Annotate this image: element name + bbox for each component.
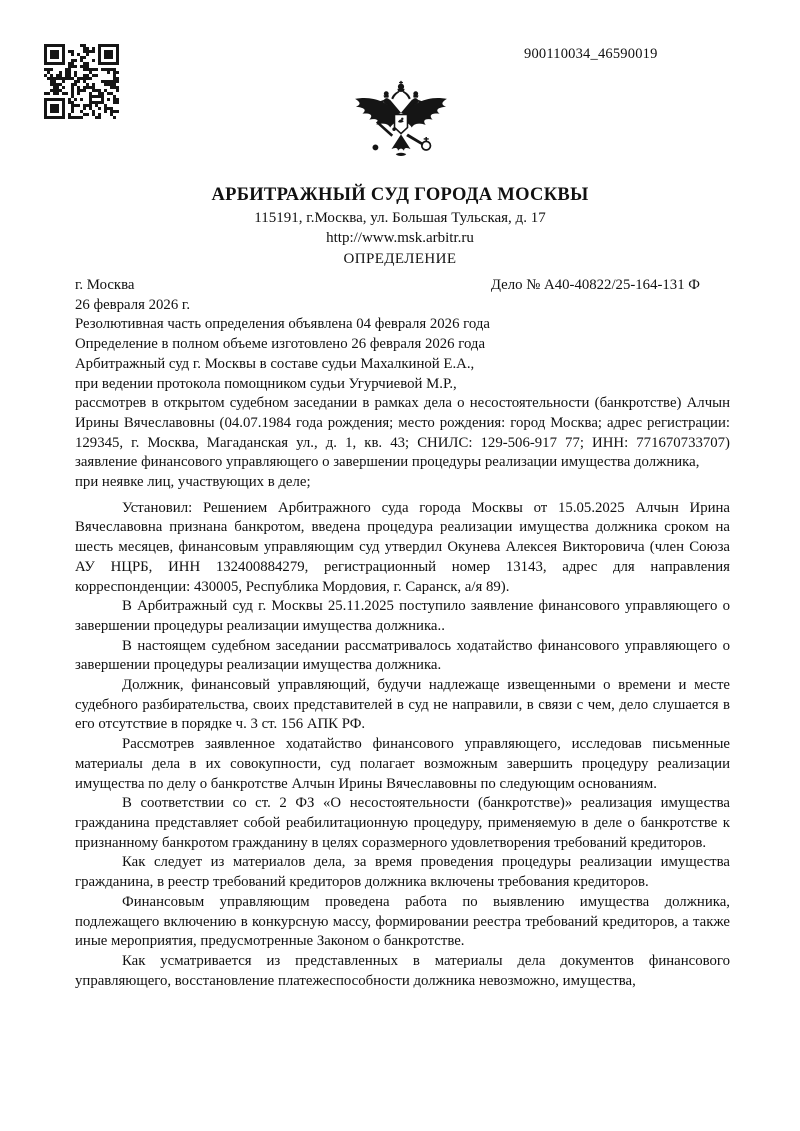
qr-code-pattern [44,44,119,119]
body-paragraph: Как следует из материалов дела, за время проведения процедуры реализации имущества гражданина, в реестр требований кредиторов должника включены требования кредиторов. [75,854,730,891]
body-paragraph: Как усматривается из представленных в материалы дела документов финансового управляющего, восстановление платежеспособности должника невозможно, имущества, [75,952,730,989]
coat-of-arms-emblem [349,79,453,176]
case-line [75,276,730,296]
court-name: АРБИТРАЖНЫЙ СУД ГОРОДА МОСКВЫ [211,185,589,205]
document-header [70,185,730,269]
qr-code [44,44,119,119]
court-website: http://www.msk.arbitr.ru [326,230,474,246]
intro-block [75,315,730,394]
date-line: 26 февраля 2026 г. [75,296,191,313]
case-number: Дело № А40-40822/25-164-131 Ф [490,277,700,293]
body-paragraph: В соответствии со ст. 2 ФЗ «О несостоятельности (банкротстве)» реализация имущества гражданина представляет собой реабилитационную процедуру, применяемую в деле о банкротстве к признанному банкротом гражданину в целях соразмерного удовлетворения требований кредиторов. [75,795,730,851]
document-body [75,276,730,991]
barcode-number: 900110034_46590019 [524,46,658,62]
place-label: г. Москва [75,277,135,293]
intro-line: Определение в полном объеме изготовлено 26 февраля 2026 года [75,336,486,353]
body-paragraph: Должник, финансовый управляющий, будучи надлежаще извещенными о времени и месте судебного разбирательства, своих представителей в суд не направили, в связи с чем, дело слушается в его отсутствие в порядке ч. 3 ст. 156 АПК РФ. [75,677,730,733]
court-address: 115191, г.Москва, ул. Большая Тульская, д. 17 [254,209,546,226]
attendance-line: при неявке лиц, участвующих в деле; [75,474,311,491]
intro-line: Резолютивная часть определения объявлена 04 февраля 2026 года [75,316,490,333]
double-headed-eagle-icon [349,79,453,176]
body-paragraph: Рассмотрев заявленное ходатайство финансового управляющего, исследовав письменные материалы дела в их совокупности, суд полагает возможным завершить процедуру реализации имущества по делу о банкротстве Алчын Ирины Вячеславовны по следующим основаниям. [75,736,730,792]
body-paragraph: Финансовым управляющим проведена работа по выявлению имущества должника, подлежащего включению в конкурсную массу, формировании реестра требований кредиторов, а также иные мероприятия, предусмотренные Законом о банкротстве. [75,893,730,950]
body-paragraph: В Арбитражный суд г. Москвы 25.11.2025 поступило заявление финансового управляющего о завершении процедуры реализации имущества должника.. [75,598,730,634]
ruling-paragraphs [75,499,730,992]
body-paragraph: В настоящем судебном заседании рассматривалось ходатайство финансового управляющего о завершении процедуры реализации имущества должника. [75,637,730,674]
body-paragraph: Установил: Решением Арбитражного суда города Москвы от 15.05.2025 Алчын Ирина Вячеславовна признана банкротом, введена процедура реализации имущества должника сроком на шесть месяцев, финансовым управляющим суд утвердил Окунева Алексея Викторовича (член Союза АУ НЦРБ, ИНН 132400884279, регистрационный номер 13143, адрес для направления корреспонденции: 430005, Республика Мордовия, г. Саранск, а/я 89). [75,499,730,595]
intro-line: при ведении протокола помощником судьи Угурчиевой М.Р., [75,375,457,392]
preamble-paragraph: рассмотрев в открытом судебном заседании в рамках дела о несостоятельности (банкротстве) Алчын Ирины Вячеславовны (04.07.1984 года рождения; место рождения: город Москва; адрес регистрации: 129345, г. Москва, Магаданская ул., д. 1, кв. 43; СНИЛС: 129-506-917 77; ИНН: 771670733707) заявление финансового управляющего о завершении процедуры реализации имущества должника, [75,395,730,471]
intro-line: Арбитражный суд г. Москвы в составе судьи Махалкиной Е.А., [75,355,475,372]
document-title: ОПРЕДЕЛЕНИЕ [343,250,457,267]
